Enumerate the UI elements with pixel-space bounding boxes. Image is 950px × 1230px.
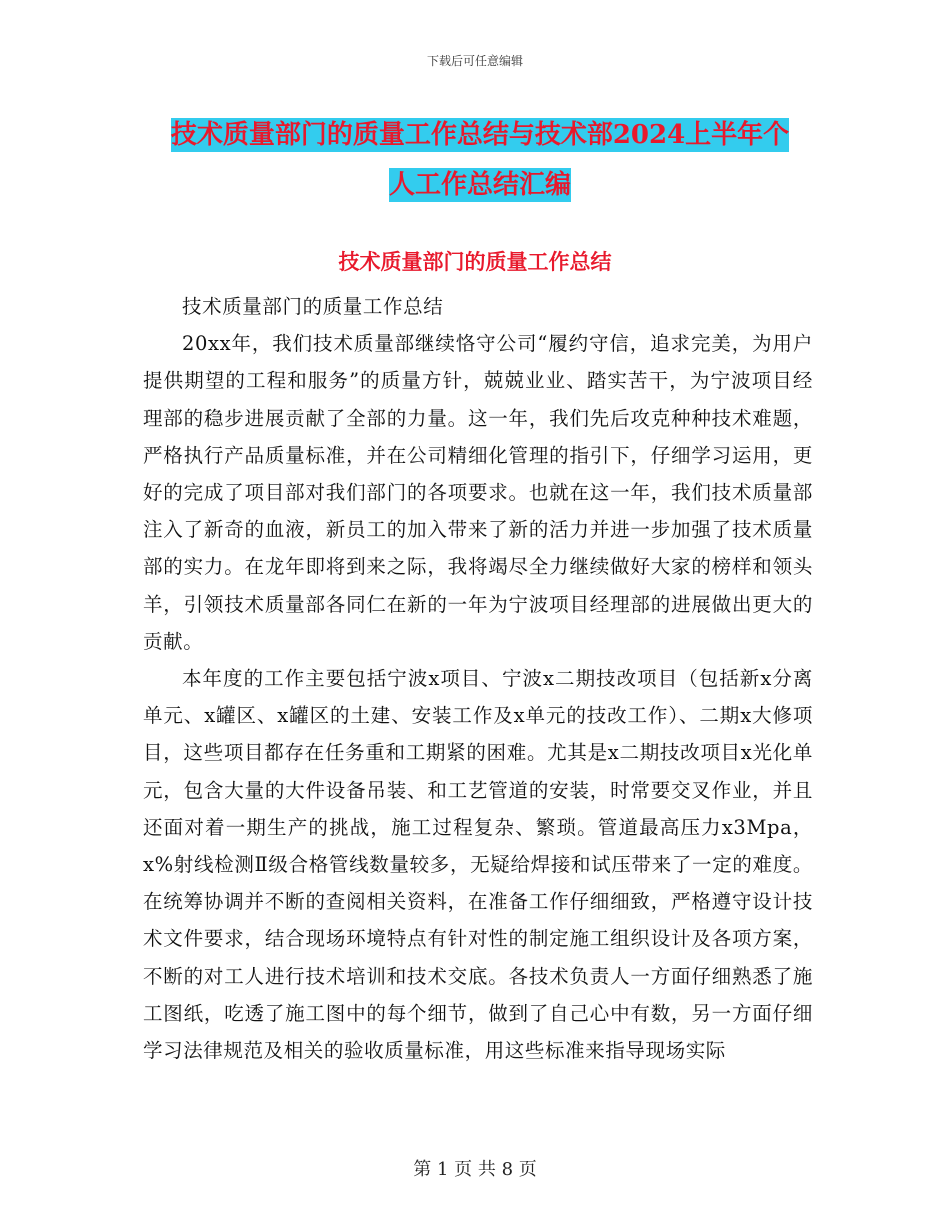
page-number: 第 1 页 共 8 页 (413, 1159, 537, 1180)
title-line-1: 技术质量部门的质量工作总结与技术部2024上半年个 (170, 120, 790, 150)
paragraph: 本年度的工作主要包括宁波x项目、宁波x二期技改项目（包括新x分离单元、x罐区、x罐区的土建、安装工作及x单元的技改工作）、二期x大修项目，这些项目都存在任务重和工期紧的困难。尤其是x二期技改项目x光化单元，包含大量的大件设备吊装、和工艺管道的安装，时常要交叉作业，并且还面对着一期生产的挑战，施工过程复杂、繁琐。管道最高压力x3Mpa，x%射线检测Ⅱ级合格管线数量较多，无疑给焊接和试压带来了一定的难度。在统筹协调并不断的查阅相关资料，在准备工作仔细细致，严格遵守设计技术文件要求，结合现场环境特点有针对性的制定施工组织设计及各项方案，不断的对工人进行技术培训和技术交底。各技术负责人一方面仔细熟悉了施工图纸，吃透了施工图中的每个细节，做到了自己心中有数，另一方面仔细学习法律规范及相关的验收质量标准，用这些标准来指导现场实际 (143, 667, 813, 1063)
paragraph: 20xx年，我们技术质量部继续恪守公司“履约守信，追求完美，为用户提供期望的工程和服务”的质量方针，兢兢业业、踏实苦干，为宁波项目经理部的稳步进展贡献了全部的力量。这一年，我们先后攻克种种技术难题，严格执行产品质量标准，并在公司精细化管理的指引下，仔细学习运用，更好的完成了项目部对我们部门的各项要求。也就在这一年，我们技术质量部注入了新奇的血液，新员工的加入带来了新的活力并进一步加强了技术质量部的实力。在龙年即将到来之际，我将竭尽全力继续做好大家的榜样和领头羊，引领技术质量部各同仁在新的一年为宁波项目经理部的进展做出更大的贡献。 (143, 332, 813, 653)
section-title: 技术质量部门的质量工作总结 (338, 249, 612, 274)
header-note: 下载后可任意编辑 (426, 54, 523, 68)
paragraph: 技术质量部门的质量工作总结 (182, 295, 444, 318)
body-text (143, 288, 813, 1069)
title-line-2: 人工作总结汇编 (388, 170, 571, 200)
document-title (140, 110, 820, 210)
